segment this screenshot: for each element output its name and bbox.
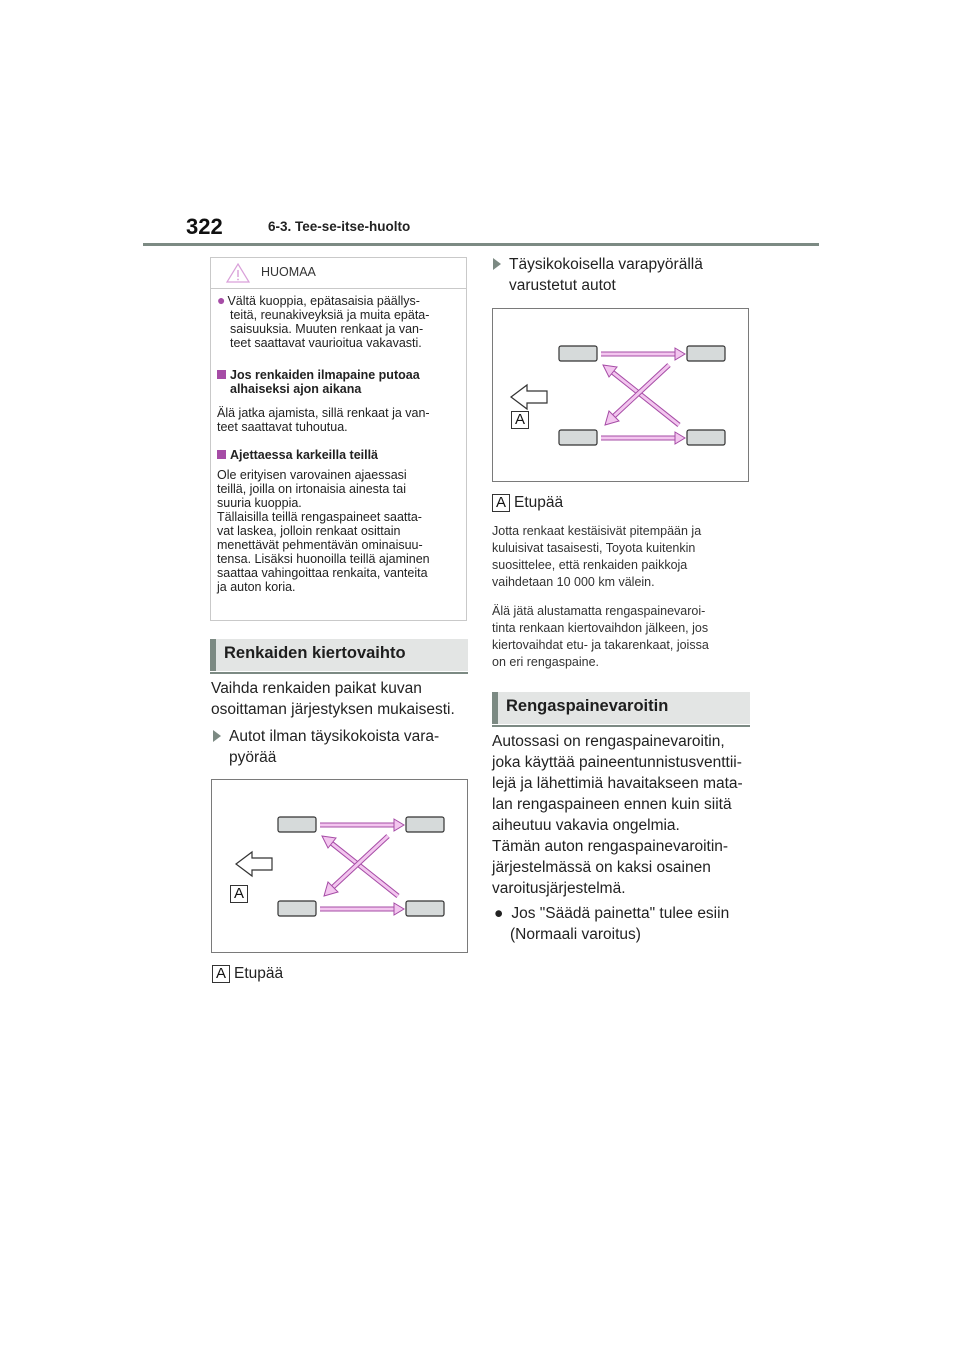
caution-line: saisuuksia. Muuten renkaat ja van- [230,322,424,336]
caution-header [211,258,466,289]
text-line: ja auton koria. [217,580,296,594]
text-line: Autossasi on rengaspainevaroitin, [492,733,725,750]
front-direction-arrow [511,385,547,409]
triangle-bullet-icon [493,258,501,270]
header-rule [143,243,819,246]
page-number: 322 [186,214,223,239]
text-line: osoittaman järjestyksen mukaisesti. [211,701,455,718]
text-line: Älä jätä alustamatta rengaspainevaroi- [492,604,706,618]
front-direction-arrow [236,852,272,876]
text-line: lejä ja lähettimiä havaitakseen mata- [492,775,743,792]
text-line: menettävät pehmentävän ominaisuu- [217,538,423,552]
rotation-arrowhead [675,432,685,444]
square-bullet-icon [217,370,226,379]
text-line: varoitusjärjestelmä. [492,880,626,897]
text-line: pyörää [229,749,277,766]
caution-bullet [217,293,463,350]
rotation-diagram-svg [493,309,750,483]
text-line: Tämän auton rengaspainevaroitin- [492,838,729,855]
caption-text: Etupää [234,965,284,982]
section-title: 6-3. Tee-se-itse-huolto [268,219,411,234]
no-spare-label [213,726,439,768]
heading-line: Ajettaessa karkeilla teillä [230,448,379,462]
tire-front-right [406,817,444,832]
caution-line: teitä, reunakiveyksiä ja muita epäta- [230,308,430,322]
tpws-heading-text: Rengaspainevaroitin [506,697,669,715]
text-line: vaihdetaan 10 000 km välein. [492,575,655,589]
text-line: Täysikokoisella varapyörällä [509,256,703,273]
text-line: on eri rengaspaine. [492,655,600,669]
rough-road-heading [217,448,463,462]
heading-underline [210,672,468,674]
text-line: Jotta renkaat kestäisivät pitempään ja [492,524,702,538]
tpws-para-2 [492,836,728,899]
text-line: suosittelee, että renkaiden paikkoja [492,558,688,572]
warning-icon [225,262,251,284]
text-line: lan rengaspaineen ennen kuin siitä [492,796,732,813]
text-line: järjestelmässä on kaksi osainen [492,859,711,876]
text-line: (Normaali varoitus) [510,926,641,943]
square-bullet-icon [217,450,226,459]
text-line: kuluisivat tasaisesti, Toyota kuitenkin [492,541,696,555]
tire-rear-right [406,901,444,916]
caption-front [212,963,283,984]
text-line: tensa. Lisäksi huonoilla teillä ajaminen [217,552,430,566]
rotation-diagram-svg [212,780,469,954]
heading-underline [492,725,750,727]
rotation-diagram-no-spare [211,779,468,953]
low-pressure-text [217,406,463,434]
caption-label: A [212,965,230,983]
text-line: suuria kuoppia. [217,496,302,510]
text-line: joka käyttää paineentunnistusventtii- [492,754,742,771]
caption-front-2 [492,492,563,513]
rotation-arrowhead [394,819,404,831]
rotation-arrow [611,371,679,425]
text-line: Jos "Säädä painetta" tulee esiin [511,905,730,922]
text-line: varustetut autot [509,277,616,294]
heading-line: Jos renkaiden ilmapaine putoaa [230,368,420,382]
rotation-arrow [330,842,398,896]
caution-title: HUOMAA [261,265,316,279]
rough-road-text [217,468,463,594]
bullet-dot-icon: ● [217,292,226,308]
front-label: A [230,885,248,903]
tpws-bullet [494,903,729,945]
caption-label: A [492,494,510,512]
text-line: saattaa vahingoittaa renkaita, vanteita [217,566,428,580]
tire-rear-left [278,901,316,916]
rotation-note-reset [492,603,709,671]
tpws-heading [492,692,750,724]
bullet-dot-icon: ● [494,905,504,922]
tpws-para-1 [492,731,743,836]
text-line: kiertovaihdat etu- ja takarenkaat, joissa [492,638,709,652]
rotation-arrowhead [394,903,404,915]
caution-line: Vältä kuoppia, epätasaisia päällys- [227,294,420,308]
rotation-heading-text: Renkaiden kiertovaihto [224,644,406,662]
tire-front-left [278,817,316,832]
text-line: tinta renkaan kiertovaihdon jälkeen, jos [492,621,709,635]
triangle-bullet-icon [213,730,221,742]
text-line: Autot ilman täysikokoista vara- [229,728,440,745]
tire-front-right [687,346,725,361]
rotation-intro [211,678,455,720]
tire-rear-left [559,430,597,445]
tire-rear-right [687,430,725,445]
text-line: teet saattavat tuhoutua. [217,420,348,434]
text-line: Ole erityisen varovainen ajaessasi [217,468,407,482]
low-pressure-heading [217,368,463,396]
caution-line: teet saattavat vaurioitua vakavasti. [230,336,422,350]
heading-line: alhaiseksi ajon aikana [230,382,362,396]
text-line: Älä jatka ajamista, sillä renkaat ja van- [217,406,430,420]
caution-box [210,257,467,621]
text-line: aiheutuu vakavia ongelmia. [492,817,680,834]
rotation-arrowhead [675,348,685,360]
rotation-heading [210,639,468,671]
caption-text: Etupää [514,494,564,511]
full-spare-label [493,254,703,296]
rotation-diagram-full-spare [492,308,749,482]
text-line: vat laskea, jolloin renkaat osittain [217,524,401,538]
text-line: Tällaisilla teillä rengaspaineet saatta- [217,510,422,524]
tire-front-left [559,346,597,361]
text-line: Vaihda renkaiden paikat kuvan [211,680,422,697]
text-line: teillä, joilla on irtonaisia ainesta tai [217,482,406,496]
front-label: A [511,411,529,429]
rotation-note-interval [492,523,701,591]
